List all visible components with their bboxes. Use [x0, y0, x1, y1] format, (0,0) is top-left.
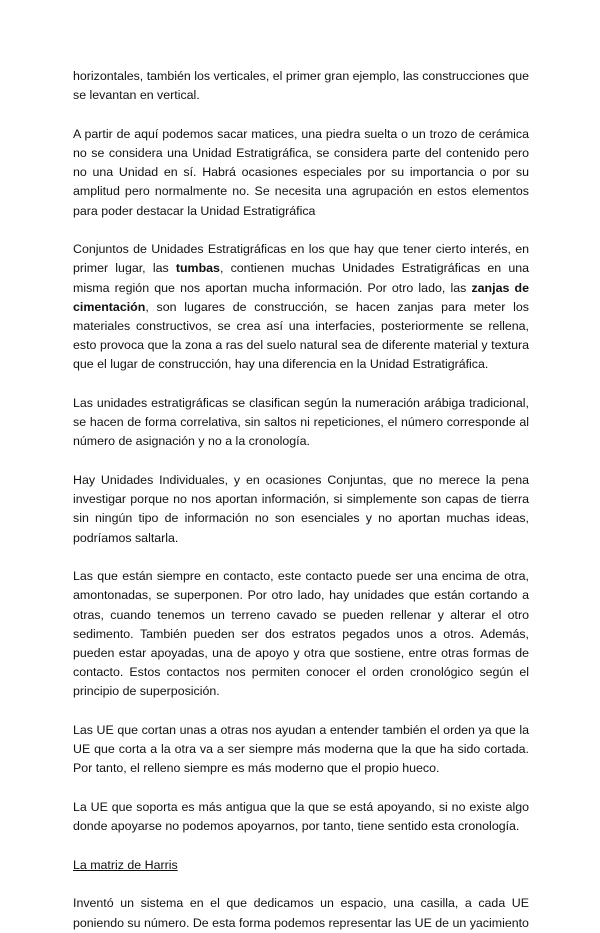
paragraph-7: Las UE que cortan unas a otras nos ayudan a entender también el orden ya que la UE que corta a la otra va a ser siempre más moderna que la que ha sido cortada. Por tanto, el relleno siempre es más moderno que el propio hueco. — [73, 723, 529, 776]
paragraph-3-text-d: , son lugares de construcción, se hacen zanjas para meter los materiales constructivos, se crea así una interfacies, posteriormente se rellena, esto provoca que la zona a ras del suelo natural sea de diferente material y textura que el lugar de construcción, hay una diferencia en la Unidad Estratigráfica. — [73, 299, 529, 372]
paragraph-4: Las unidades estratigráficas se clasifican según la numeración arábiga tradicional, se hacen de forma correlativa, sin saltos ni repeticiones, el número corresponde al número de asignación y no a la cronología. — [73, 396, 529, 449]
paragraph-8: La UE que soporta es más antigua que la que se está apoyando, si no existe algo donde apoyarse no podemos apoyarnos, por tanto, tiene sentido esta cronología. — [73, 800, 529, 834]
paragraph-9: Inventó un sistema en el que dedicamos un espacio, una casilla, a cada UE poniendo su número. De esta forma podemos representar las UE de un yacimiento — [73, 896, 529, 930]
section-heading: La matriz de Harris — [73, 857, 178, 872]
document-page — [73, 67, 529, 933]
bold-term-tumbas: tumbas — [175, 261, 220, 276]
paragraph-3 — [73, 240, 529, 374]
paragraph-3-text-c: , contienen muchas Unidades Estratigráficas en una misma región que nos aportan mucha información. Por otro lado, las — [73, 261, 529, 295]
paragraph-1: horizontales, también los verticales, el primer gran ejemplo, las construcciones que se levantan en vertical. — [73, 69, 529, 103]
paragraph-6: Las que están siempre en contacto, este contacto puede ser una encima de otra, amontonadas, se superponen. Por otro lado, hay unidades que están cortando a otras, cuando tenemos un terreno cavado se pueden rellenar y alterar el otro sedimento. También pueden ser dos estratos pegados unos a otros. Además, pueden estar apoyadas, una de apoyo y otra que sostiene, entre otras formas de contacto. Estos contactos nos permiten conocer el orden cronológico según el principio de superposición. — [73, 569, 529, 699]
paragraph-5: Hay Unidades Individuales, y en ocasiones Conjuntas, que no merece la pena investigar porque no nos aportan información, si simplemente son capas de tierra sin ningún tipo de información no son esenciales y no aportan muchas ideas, podríamos saltarla. — [73, 473, 529, 545]
paragraph-2: A partir de aquí podemos sacar matices, una piedra suelta o un trozo de cerámica no se considera una Unidad Estratigráfica, se considera parte del contenido pero no una Unidad en sí. Habrá ocasiones especiales por su importancia o por su amplitud pero normalmente no. Se necesita una agrupación en estos elementos para poder destacar la Unidad Estratigráfica — [73, 126, 529, 218]
paragraph-3-text-a: Conjuntos de Unidades Estratigráficas en los que hay que tener cierto interés, en primer lugar, las — [73, 242, 529, 276]
bold-term-zanjas: zanjas de cimentación — [73, 280, 529, 314]
